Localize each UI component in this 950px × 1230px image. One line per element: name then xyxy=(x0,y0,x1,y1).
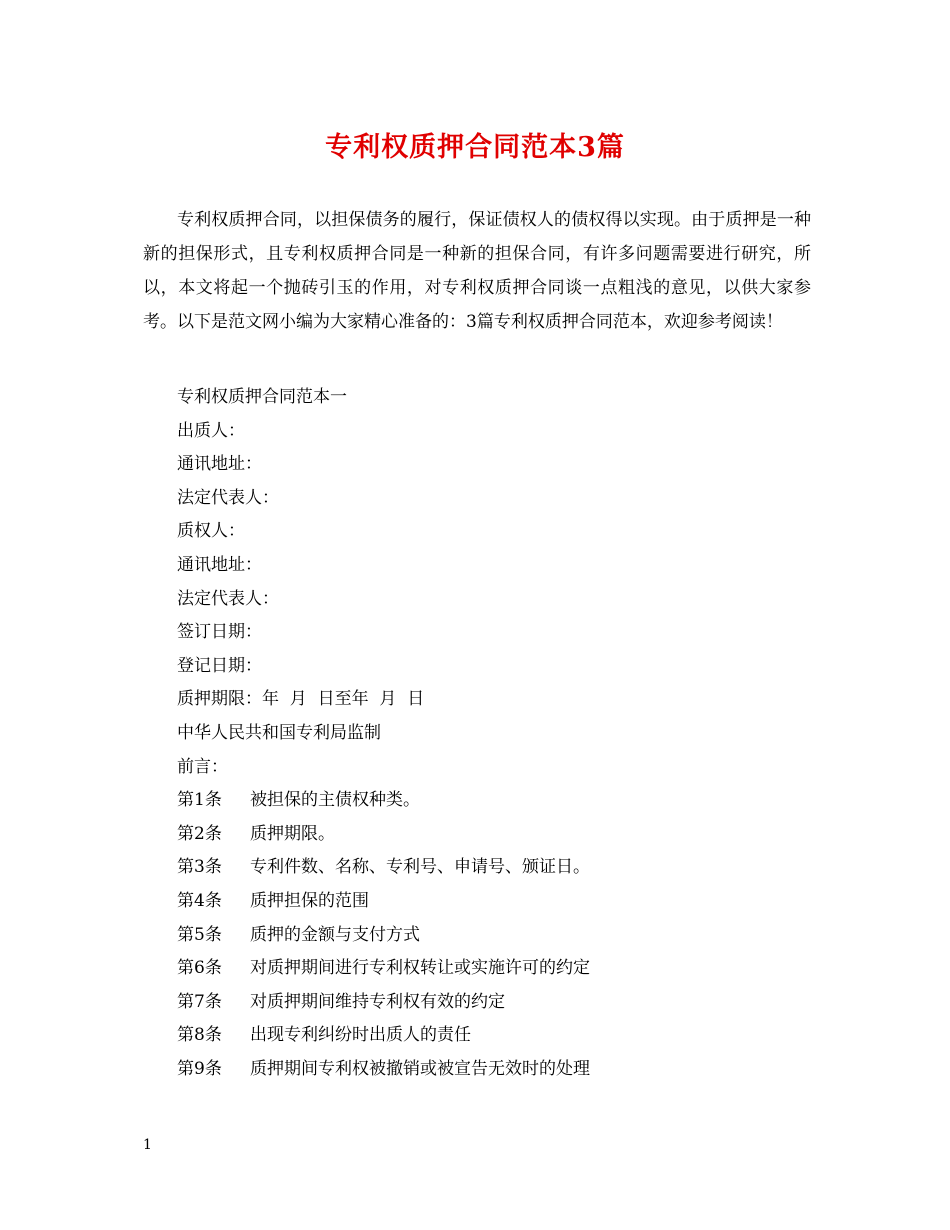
sample-heading: 专利权质押合同范本一 xyxy=(177,387,347,407)
intro-paragraph: 专利权质押合同，以担保债务的履行，保证债权人的债权得以实现。由于质押是一种新的担保形式，且专利权质押合同是一种新的担保合同，有许多问题需要进行研究，所以，本文将起一个抛砖引玉的作用，对专利权质押合同谈一点粗浅的意见，以供大家参考。以下是范文网小编为大家精心准备的：3篇专利权质押合同范本，欢迎参考阅读！ xyxy=(143,210,811,332)
article-item xyxy=(177,818,817,852)
article-number: 第1条 xyxy=(177,790,222,811)
issuer-line: 中华人民共和国专利局监制 xyxy=(177,722,381,743)
article-text: 出现专利纠纷时出质人的责任 xyxy=(250,1025,471,1046)
article-text: 对质押期间维持专利权有效的约定 xyxy=(250,991,505,1012)
article-number: 第6条 xyxy=(177,958,222,979)
article-item xyxy=(177,885,817,919)
article-text: 质押的金额与支付方式 xyxy=(250,924,420,945)
field-pledge-term: 质押期限：年 月 日至年 月 日 xyxy=(177,689,425,710)
field-pledgee: 质权人： xyxy=(177,521,245,542)
article-number: 第8条 xyxy=(177,1025,222,1046)
field-pledgee-representative: 法定代表人： xyxy=(177,588,279,609)
contract-body xyxy=(177,381,817,1086)
article-item xyxy=(177,851,817,885)
field-register-date: 登记日期： xyxy=(177,655,262,676)
field-pledgor-representative: 法定代表人： xyxy=(177,487,279,508)
field-pledgor: 出质人： xyxy=(177,420,245,441)
article-text: 质押期间专利权被撤销或被宣告无效时的处理 xyxy=(250,1058,590,1079)
article-number: 第5条 xyxy=(177,924,222,945)
article-number: 第3条 xyxy=(177,857,222,878)
article-number: 第7条 xyxy=(177,991,222,1012)
article-item xyxy=(177,1053,817,1087)
article-number: 第9条 xyxy=(177,1058,222,1079)
field-pledgee-address: 通讯地址： xyxy=(177,554,262,575)
field-pledgor-address: 通讯地址： xyxy=(177,454,262,475)
article-item xyxy=(177,919,817,953)
field-sign-date: 签订日期： xyxy=(177,622,262,643)
article-number: 第4条 xyxy=(177,890,222,911)
article-number: 第2条 xyxy=(177,823,222,844)
document-title: 专利权质押合同范本3篇 xyxy=(325,132,625,163)
article-item xyxy=(177,986,817,1020)
preface-label: 前言： xyxy=(177,756,228,777)
article-item xyxy=(177,1019,817,1053)
page-number: 1 xyxy=(143,1137,152,1153)
article-text: 专利件数、名称、专利号、申请号、颁证日。 xyxy=(250,857,590,878)
article-item xyxy=(177,952,817,986)
article-item xyxy=(177,784,817,818)
article-text: 质押期限。 xyxy=(250,823,335,844)
article-text: 被担保的主债权种类。 xyxy=(250,790,420,811)
article-text: 对质押期间进行专利权转让或实施许可的约定 xyxy=(250,958,590,979)
article-text: 质押担保的范围 xyxy=(250,890,369,911)
